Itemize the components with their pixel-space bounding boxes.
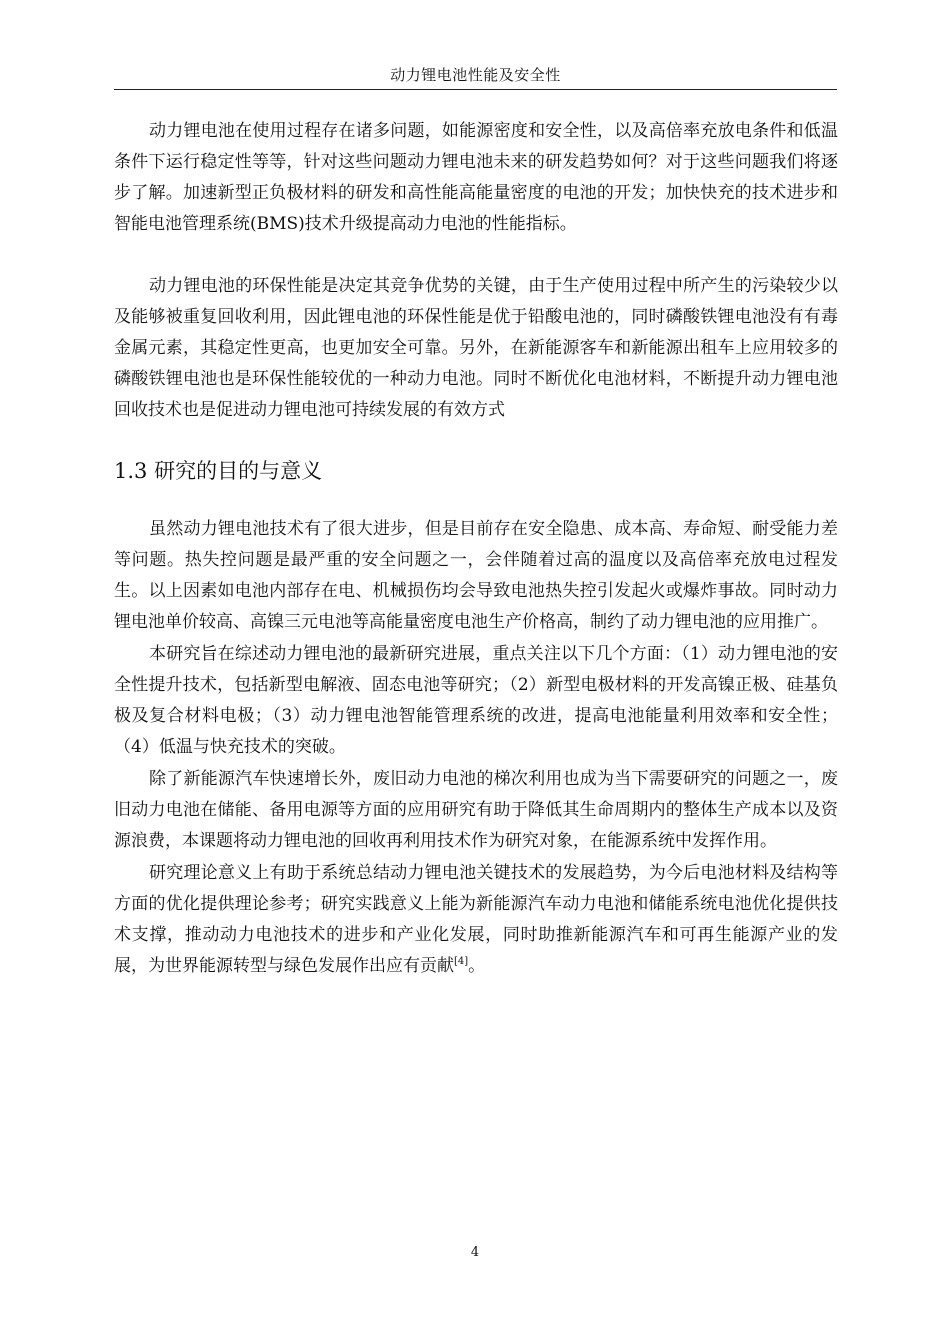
- page-body: [114, 116, 838, 982]
- section-paragraph-4: [114, 858, 838, 982]
- running-header: 动力锂电池性能及安全性: [390, 66, 561, 84]
- header-rule: [114, 89, 837, 90]
- citation-ref: [4]: [454, 956, 469, 967]
- section-paragraph-1: 虽然动力锂电池技术有了很大进步，但是目前存在安全隐患、成本高、寿命短、耐受能力差等问题。热失控问题是最严重的安全问题之一，会伴随着过高的温度以及高倍率充放电过程发生。以上因素如电池内部存在电、机械损伤均会导致电池热失控引发起火或爆炸事故。同时动力锂电池单价较高、高镍三元电池等高能量密度电池生产价格高，制约了动力锂电池的应用推广。: [114, 519, 838, 632]
- section-heading: 1.3 研究的目的与意义: [114, 459, 323, 483]
- section-paragraph-4-end: 。: [468, 956, 486, 976]
- page-number: 4: [470, 1245, 480, 1260]
- section-paragraph-2: 本研究旨在综述动力锂电池的最新研究进展，重点关注以下几个方面：（1）动力锂电池的安全性提升技术，包括新型电解液、固态电池等研究；（2）新型电极材料的开发高镍正极、硅基负极及复合材料电极；（3）动力锂电池智能管理系统的改进，提高电池能量利用效率和安全性；（4）低温与快充技术的突破。: [114, 644, 838, 757]
- section-paragraph-4-text: 研究理论意义上有助于系统总结动力锂电池关键技术的发展趋势，为今后电池材料及结构等方面的优化提供理论参考；研究实践意义上能为新能源汽车动力电池和储能系统电池优化提供技术支撑，推动动力电池技术的进步和产业化发展，同时助推新能源汽车和可再生能源产业的发展，为世界能源转型与绿色发展作出应有贡献: [114, 863, 838, 976]
- section-paragraph-3: 除了新能源汽车快速增长外，废旧动力电池的梯次利用也成为当下需要研究的问题之一，废旧动力电池在储能、备用电源等方面的应用研究有助于降低其生命周期内的整体生产成本以及资源浪费，本课题将动力锂电池的回收再利用技术作为研究对象，在能源系统中发挥作用。: [114, 769, 838, 851]
- intro-paragraph-1: 动力锂电池在使用过程存在诸多问题，如能源密度和安全性，以及高倍率充放电条件和低温条件下运行稳定性等等，针对这些问题动力锂电池未来的研发趋势如何？对于这些问题我们将逐步了解。加速新型正负极材料的研发和高性能高能量密度的电池的开发；加快快充的技术进步和智能电池管理系统(BMS)技术升级提高动力电池的性能指标。: [114, 121, 838, 234]
- intro-paragraph-2: 动力锂电池的环保性能是决定其竞争优势的关键，由于生产使用过程中所产生的污染较少以及能够被重复回收利用，因此锂电池的环保性能是优于铅酸电池的，同时磷酸铁锂电池没有有毒金属元素，其稳定性更高，也更加安全可靠。另外，在新能源客车和新能源出租车上应用较多的磷酸铁锂电池也是环保性能较优的一种动力电池。同时不断优化电池材料，不断提升动力锂电池回收技术也是促进动力锂电池可持续发展的有效方式: [114, 276, 838, 420]
